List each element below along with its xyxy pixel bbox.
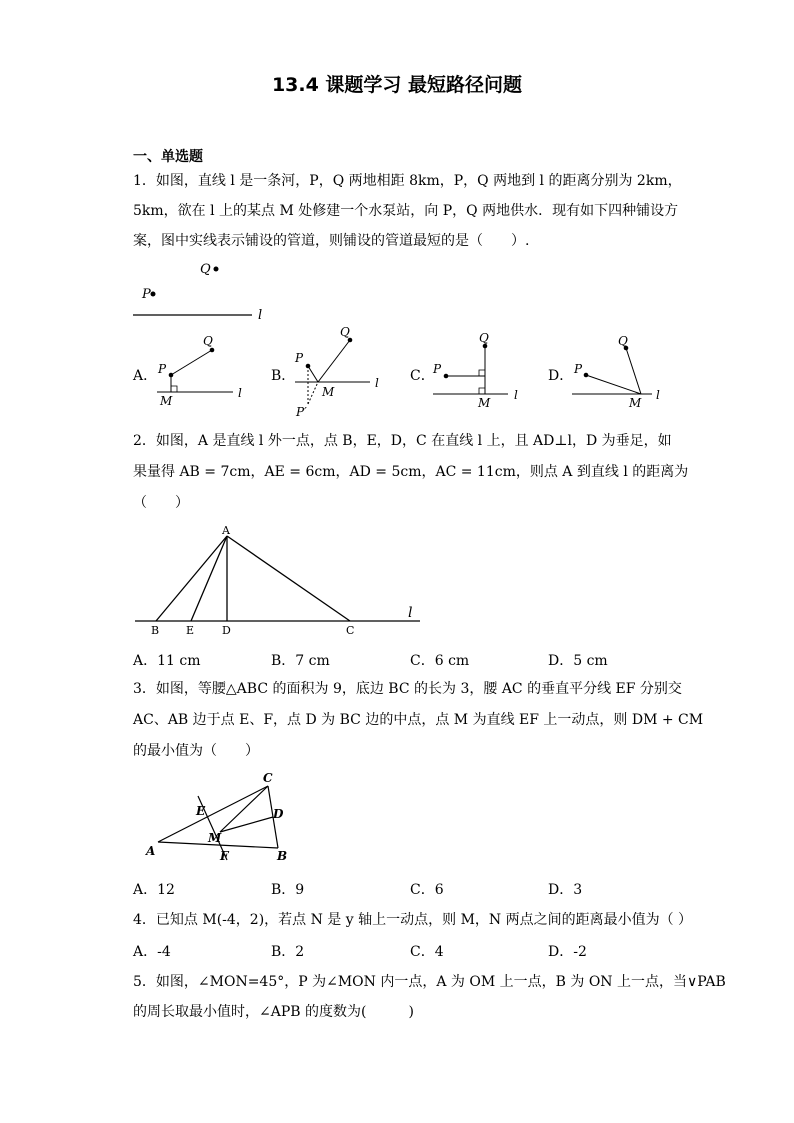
q2-figure — [135, 524, 420, 637]
svg-text:C: C — [346, 624, 355, 637]
svg-text:P: P — [158, 362, 167, 376]
section-heading: 一、单选题 — [133, 149, 203, 165]
q1-main-figure — [133, 262, 262, 323]
q1-option-a[interactable]: A． — [133, 368, 158, 384]
q4-option-d[interactable]: D．-2 — [548, 944, 587, 960]
svg-text:D: D — [273, 807, 284, 821]
svg-text:Q: Q — [340, 325, 350, 339]
q2-line-1: 2．如图，A 是直线 l 外一点，点 B，E，D，C 在直线 l 上，且 AD⊥l，D 为垂足，如 — [133, 433, 672, 449]
svg-text:Q: Q — [479, 331, 489, 345]
svg-text:M: M — [322, 385, 335, 399]
svg-text:E: E — [196, 804, 206, 818]
q5-line-1: 5．如图，∠MON=45°，P 为∠MON 内一点，A 为 OM 上一点，B 为 ON 上一点，当∨PAB — [133, 974, 726, 990]
svg-text:A: A — [222, 524, 230, 537]
q1-option-c[interactable]: C． — [410, 368, 435, 384]
q4-line-1: 4．已知点 M(-4，2)，若点 N 是 y 轴上一动点，则 M，N 两点之间的距离最小值为（ ） — [133, 912, 693, 928]
q2-option-c[interactable]: C．6 cm — [410, 653, 470, 669]
q3-figure — [145, 771, 287, 863]
svg-text:E: E — [186, 624, 195, 637]
q2-line-3: （ ） — [133, 495, 189, 511]
svg-text:M: M — [629, 396, 642, 410]
q3-line-2: AC、AB 边于点 E、F，点 D 为 BC 边的中点，点 M 为直线 EF 上一动点，则 DM + CM — [133, 712, 704, 728]
page-title: 13.4 课题学习 最短路径问题 — [271, 74, 523, 96]
svg-text:P′: P′ — [296, 405, 307, 419]
q4-option-b[interactable]: B．2 — [271, 944, 305, 960]
q1-option-b[interactable]: B． — [271, 368, 296, 384]
q3-line-3: 的最小值为（ ） — [133, 743, 259, 759]
svg-text:l: l — [656, 388, 660, 402]
svg-text:P: P — [295, 351, 304, 365]
svg-text:Q: Q — [203, 334, 213, 348]
svg-text:M: M — [160, 394, 173, 408]
q4-option-c[interactable]: C．4 — [410, 944, 444, 960]
svg-text:M: M — [478, 396, 491, 410]
q3-option-a[interactable]: A．12 — [133, 882, 175, 898]
q3-option-b[interactable]: B．9 — [271, 882, 305, 898]
svg-text:A: A — [146, 844, 156, 858]
svg-text:P: P — [433, 362, 442, 376]
svg-text:l: l — [375, 376, 379, 390]
svg-text:B: B — [151, 624, 160, 637]
q1-line-1: 1．如图，直线 l 是一条河，P，Q 两地相距 8km，P，Q 两地到 l 的距离分别为 2km， — [133, 173, 682, 189]
q1-option-c-figure — [432, 331, 518, 410]
q2-option-b[interactable]: B．7 cm — [271, 653, 330, 669]
svg-text:Q: Q — [618, 334, 628, 348]
q1-option-b-figure — [294, 325, 379, 419]
svg-text:F: F — [220, 849, 229, 863]
q1-label-l: l — [258, 308, 263, 323]
q3-line-1: 3．如图，等腰△ABC 的面积为 9，底边 BC 的长为 3，腰 AC 的垂直平分线 EF 分别交 — [133, 681, 682, 697]
svg-text:l: l — [514, 388, 518, 402]
q1-option-d-figure — [572, 334, 660, 410]
q4-option-a[interactable]: A．-4 — [133, 944, 171, 960]
svg-text:M: M — [208, 831, 222, 845]
q2-option-a[interactable]: A．11 cm — [133, 653, 201, 669]
svg-text:l: l — [408, 605, 413, 621]
q1-line-3: 案，图中实线表示铺设的管道，则铺设的管道最短的是（ ）. — [133, 233, 530, 249]
q5-line-2: 的周长取最小值时，∠APB 的度数为( ) — [133, 1004, 414, 1020]
q3-option-c[interactable]: C．6 — [410, 882, 444, 898]
q3-option-d[interactable]: D．3 — [548, 882, 583, 898]
q1-option-d[interactable]: D． — [548, 368, 574, 384]
svg-text:P: P — [574, 362, 583, 376]
q2-line-2: 果量得 AB = 7cm，AE = 6cm，AD = 5cm，AC = 11cm，则点 A 到直线 l 的距离为 — [133, 464, 689, 480]
svg-text:l: l — [238, 386, 242, 400]
q1-option-a-figure — [157, 334, 242, 408]
svg-text:D: D — [222, 624, 231, 637]
q1-line-2: 5km，欲在 l 上的某点 M 处修建一个水泵站，向 P，Q 两地供水．现有如下四种铺设方 — [133, 203, 679, 219]
q1-label-P: P — [142, 287, 151, 302]
svg-text:C: C — [263, 771, 273, 785]
q2-option-d[interactable]: D．5 cm — [548, 653, 608, 669]
q1-label-Q: Q — [200, 262, 211, 277]
svg-text:B: B — [277, 849, 288, 863]
